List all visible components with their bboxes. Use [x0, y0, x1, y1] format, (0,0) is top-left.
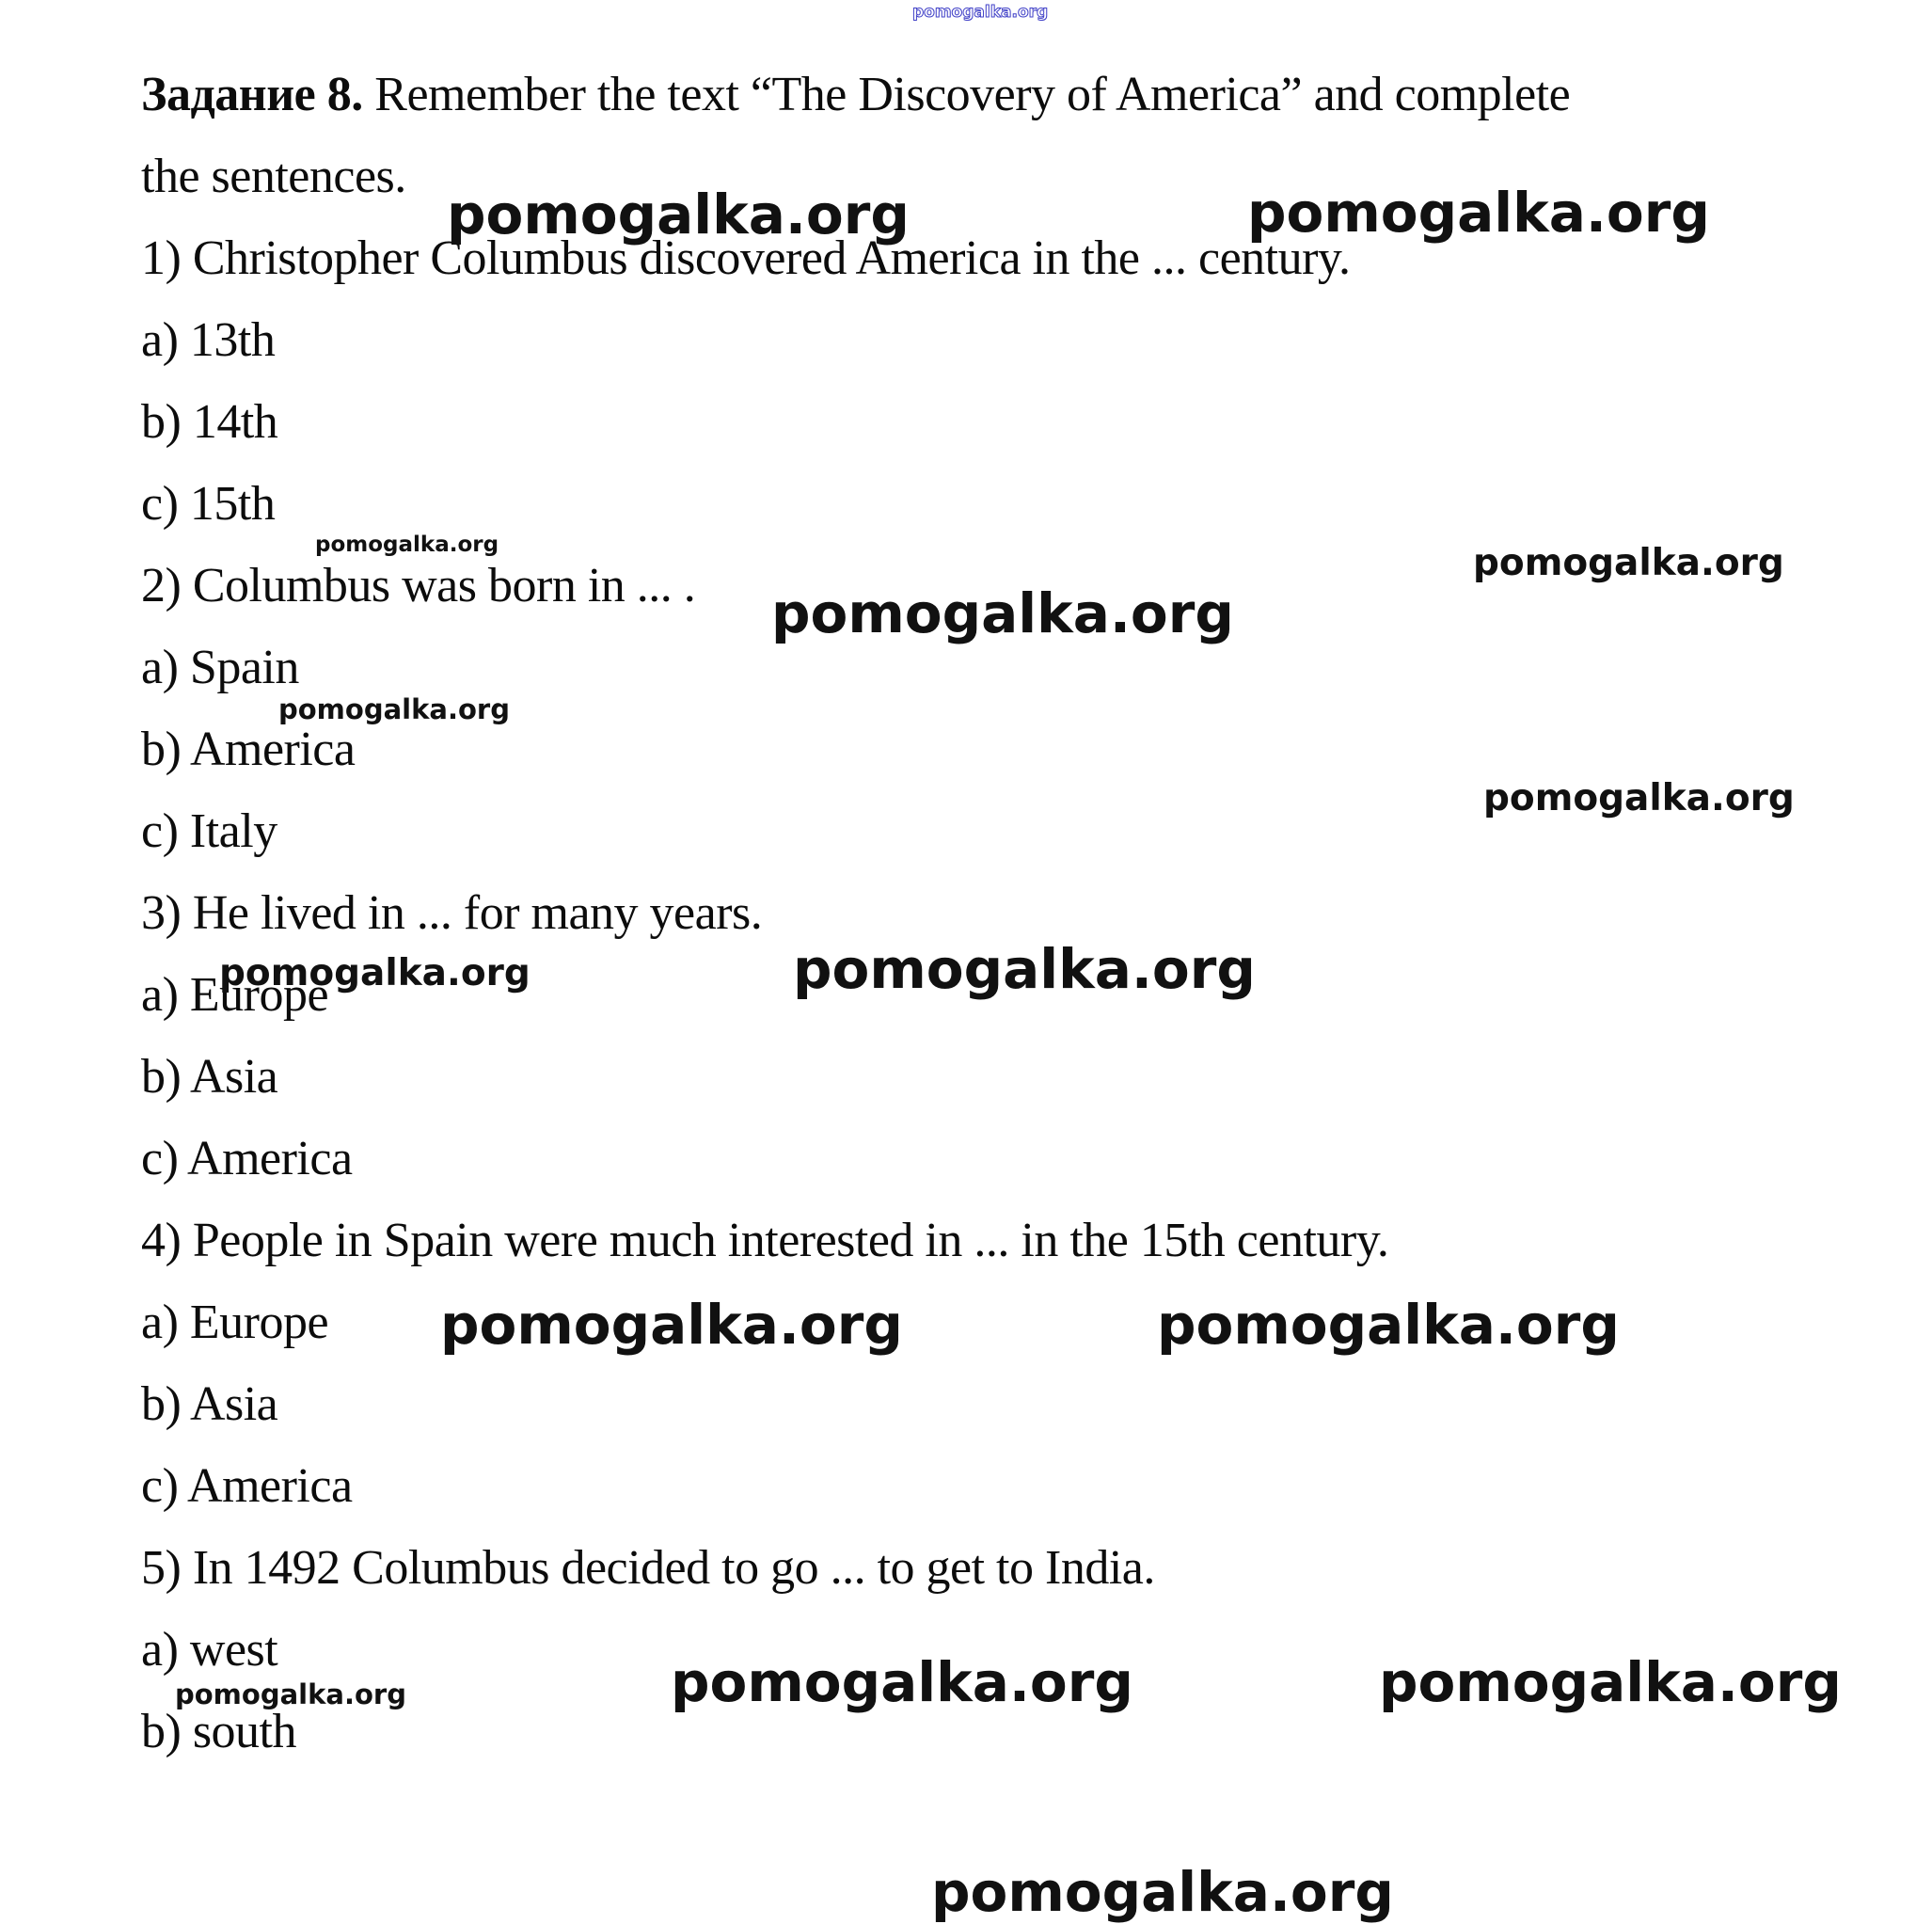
- task-number: Задание 8.: [141, 68, 363, 121]
- watermark: pomogalka.org: [440, 1293, 903, 1357]
- watermark: pomogalka.org: [175, 1678, 406, 1710]
- watermark-bottom-clipped: pomogalka.org: [931, 1860, 1394, 1924]
- option-1c: c) 15th: [141, 477, 276, 531]
- option-4b: b) Asia: [141, 1377, 278, 1431]
- option-5a: a) west: [141, 1623, 278, 1677]
- watermark: pomogalka.org: [793, 937, 1256, 1001]
- watermark: pomogalka.org: [1247, 181, 1710, 245]
- question-3: 3) He lived in ... for many years.: [141, 886, 763, 940]
- option-1b: b) 14th: [141, 395, 278, 449]
- option-2a: a) Spain: [141, 641, 299, 694]
- task-instruction: Remember the text “The Discovery of America” and complete: [362, 68, 1571, 121]
- watermark: pomogalka.org: [1157, 1293, 1620, 1357]
- watermark: pomogalka.org: [1473, 542, 1784, 584]
- question-2: 2) Columbus was born in ... .: [141, 559, 696, 612]
- option-4a: a) Europe: [141, 1296, 329, 1349]
- option-3a: a) Europe: [141, 968, 329, 1022]
- question-5: 5) In 1492 Columbus decided to go ... to get to India.: [141, 1541, 1155, 1595]
- option-2b: b) America: [141, 723, 356, 776]
- task-heading-line-2: the sentences.: [141, 150, 406, 203]
- option-3c: c) America: [141, 1132, 353, 1185]
- watermark: pomogalka.org: [278, 693, 510, 725]
- option-3b: b) Asia: [141, 1050, 278, 1104]
- option-4c: c) America: [141, 1459, 353, 1513]
- watermark: pomogalka.org: [671, 1650, 1133, 1714]
- watermark: pomogalka.org: [315, 533, 499, 557]
- option-2c: c) Italy: [141, 804, 277, 858]
- watermark: pomogalka.org: [447, 183, 910, 246]
- task-heading-line-1: [141, 68, 1571, 121]
- watermark: pomogalka.org: [219, 952, 531, 994]
- watermark-top-outline: pomogalka.org: [912, 3, 1049, 22]
- watermark: pomogalka.org: [1379, 1650, 1842, 1714]
- question-4: 4) People in Spain were much interested in ... in the 15th century.: [141, 1214, 1389, 1267]
- watermark: pomogalka.org: [771, 581, 1234, 645]
- option-5b: b) south: [141, 1705, 296, 1758]
- watermark: pomogalka.org: [1483, 777, 1795, 819]
- option-1a: a) 13th: [141, 313, 276, 367]
- question-1: 1) Christopher Columbus discovered America in the ... century.: [141, 231, 1351, 285]
